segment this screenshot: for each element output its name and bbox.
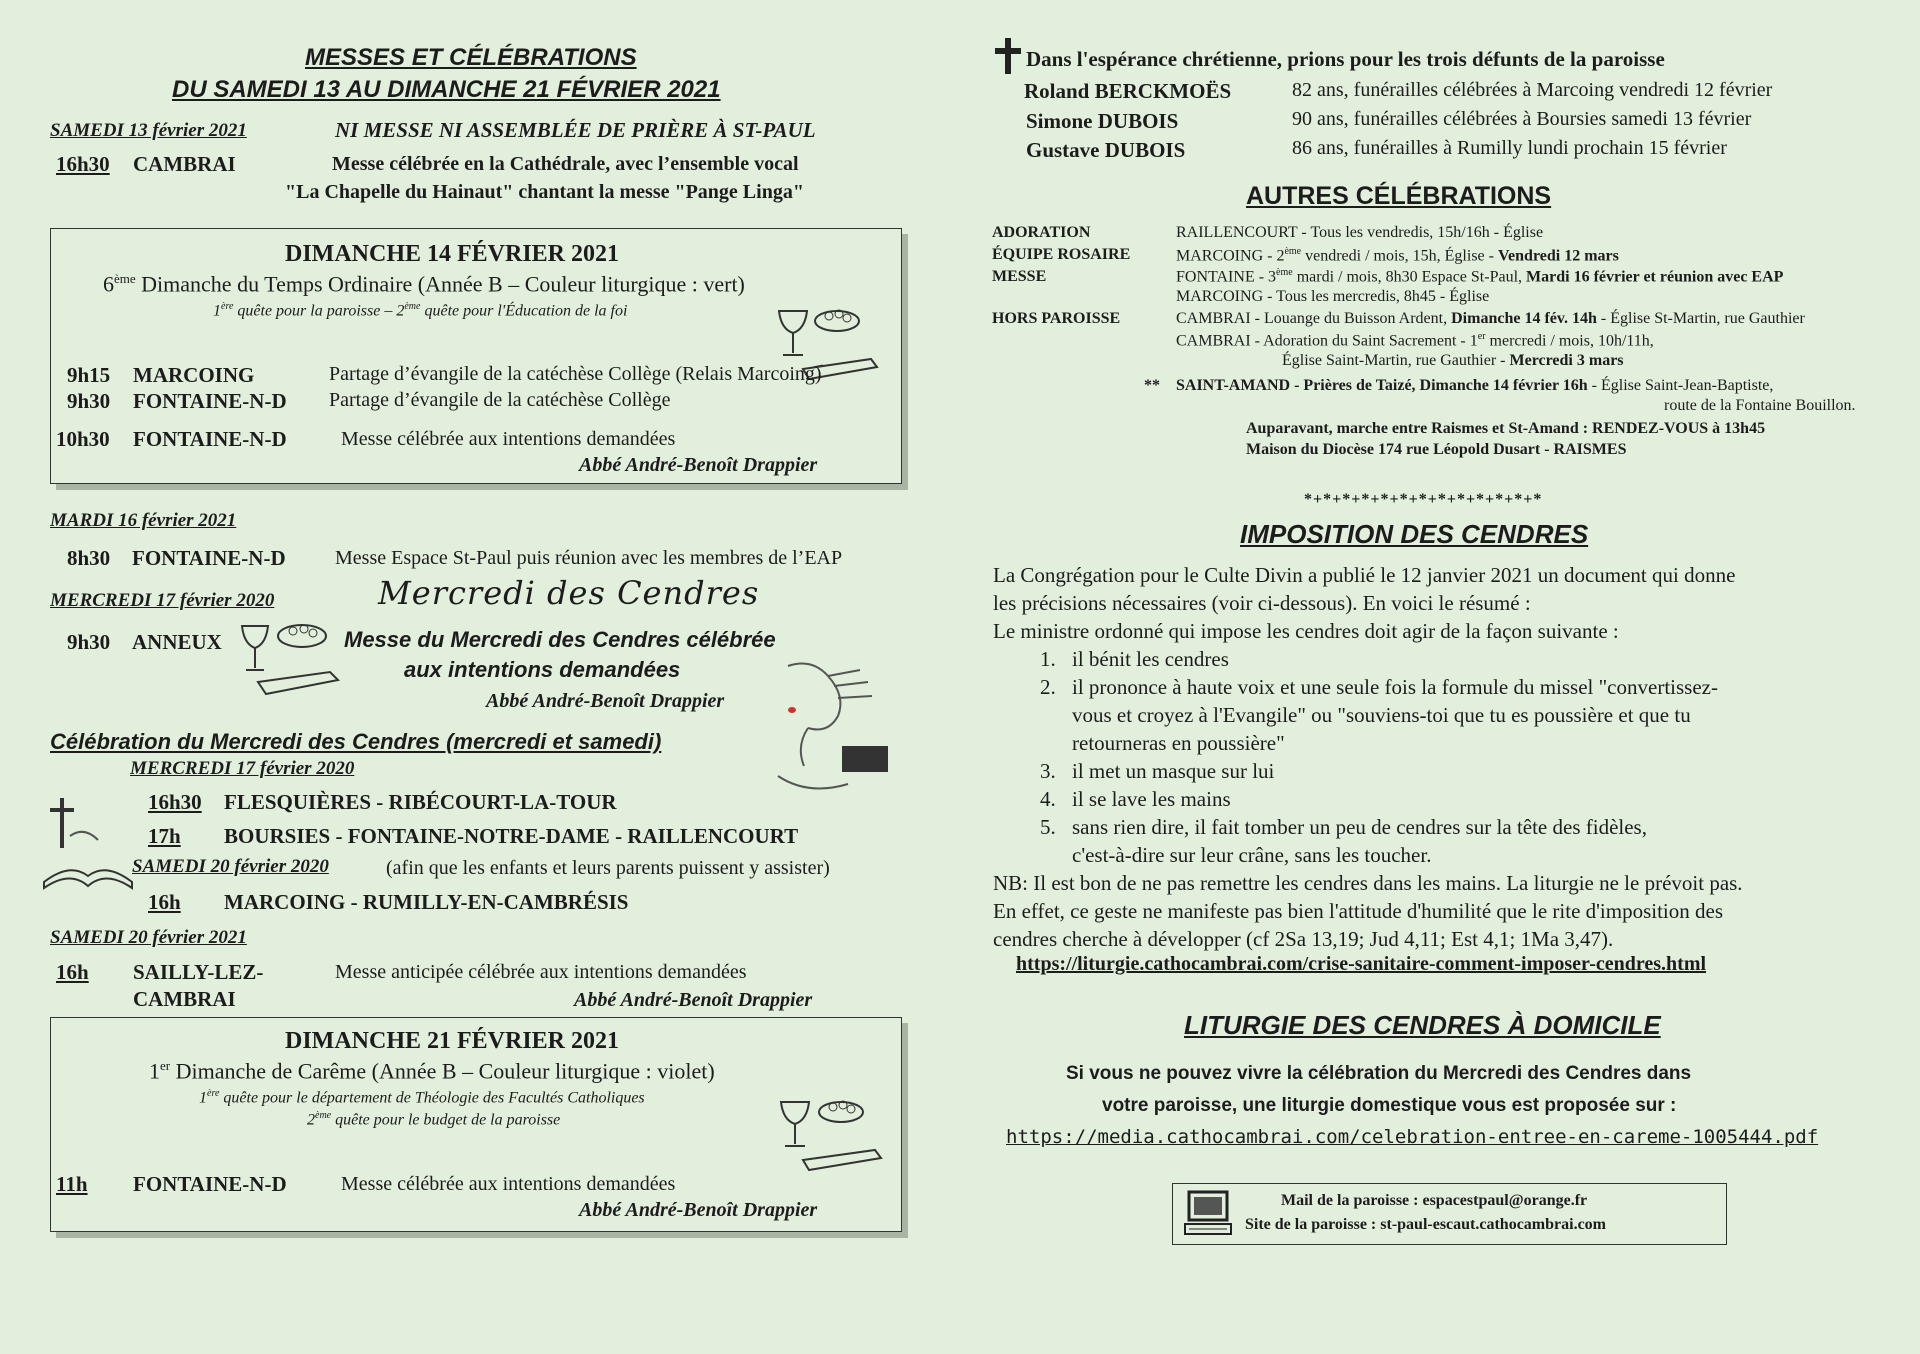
mercredi-cendres-title: Mercredi des Cendres bbox=[378, 574, 760, 612]
sun21-priest: Abbé André-Benoît Drappier bbox=[579, 1199, 818, 1221]
hors-info-2: CAMBRAI - Adoration du Saint Sacrement - 1er mercredi / mois, 10h/11h, bbox=[1176, 331, 1654, 350]
sun14-row1-desc: Partage d’évangile de la catéchèse Collège (Relais Marcoing) bbox=[329, 363, 822, 385]
title-line-2: DU SAMEDI 13 AU DIMANCHE 21 FÉVRIER 2021 bbox=[172, 76, 721, 103]
contact-mail[interactable]: Mail de la paroisse : espacestpaul@orange.fr bbox=[1281, 1192, 1588, 1209]
messe-info-2: MARCOING - Tous les mercredis, 8h45 - Église bbox=[1176, 288, 1490, 305]
domicile-link[interactable]: https://media.cathocambrai.com/celebration-entree-en-careme-1005444.pdf bbox=[1006, 1126, 1819, 1148]
label-equipe-rosaire: ÉQUIPE ROSAIRE bbox=[992, 246, 1131, 263]
sun14-row3-place: FONTAINE-N-D bbox=[133, 427, 287, 451]
hors-info-3: Église Saint-Martin, rue Gauthier - Mercredi 3 mars bbox=[1282, 352, 1624, 369]
cross-icon bbox=[992, 36, 1024, 76]
chalice-bread-icon bbox=[777, 1090, 887, 1172]
sun14-row2-place: FONTAINE-N-D bbox=[133, 389, 287, 413]
imposition-link[interactable]: https://liturgie.cathocambrai.com/crise-sanitaire-comment-imposer-cendres.html bbox=[1016, 953, 1707, 975]
sun14-row2-desc: Partage d’évangile de la catéchèse Collège bbox=[329, 389, 671, 411]
sun14-row1-place: MARCOING bbox=[133, 363, 255, 387]
sat20-desc: Messe anticipée célébrée aux intentions demandées bbox=[335, 961, 747, 983]
label-hors-paroisse: HORS PAROISSE bbox=[992, 310, 1121, 327]
deceased-heading: Dans l'espérance chrétienne, prions pour les trois défunts de la paroisse bbox=[1026, 47, 1665, 71]
sunday21-box bbox=[50, 1017, 902, 1232]
sat13-desc-2: "La Chapelle du Hainaut" chantant la messe "Pange Linga" bbox=[285, 181, 804, 203]
imposition-nb-2: En effet, ce geste ne manifeste pas bien l'attitude d'humilité que le rite d'imposition des bbox=[993, 899, 1724, 923]
celeb-time-3: 16h bbox=[148, 890, 181, 914]
imposition-nb-1: NB: Il est bon de ne pas remettre les cendres dans les mains. La liturgie ne le prévoit pas. bbox=[993, 871, 1743, 895]
title-line-1: MESSES ET CÉLÉBRATIONS bbox=[305, 44, 637, 71]
celeb-places-3: MARCOING - RUMILLY-EN-CAMBRÉSIS bbox=[224, 890, 629, 914]
sun14-title: DIMANCHE 14 FÉVRIER 2021 bbox=[285, 241, 620, 267]
deceased-name-3: Gustave DUBOIS bbox=[1026, 138, 1186, 162]
tue16-desc: Messe Espace St-Paul puis réunion avec les membres de l’EAP bbox=[335, 547, 843, 569]
sun14-quetes: 1ère quête pour la paroisse – 2ème quête pour l'Éducation de la foi bbox=[213, 301, 628, 320]
wed17-desc-2: aux intentions demandées bbox=[404, 657, 681, 682]
imposition-p1: La Congrégation pour le Culte Divin a publié le 12 janvier 2021 un document qui donne bbox=[993, 563, 1736, 587]
sat13-time: 16h30 bbox=[56, 152, 110, 176]
sun21-desc: Messe célébrée aux intentions demandées bbox=[341, 1173, 676, 1195]
sun14-subtitle: 6ème Dimanche du Temps Ordinaire (Année B – Couleur liturgique : vert) bbox=[103, 271, 745, 297]
autres-celebrations-title: AUTRES CÉLÉBRATIONS bbox=[1246, 182, 1552, 210]
tue16-time: 8h30 bbox=[67, 546, 111, 570]
imposition-item-2-cont-2: retourneras en poussière" bbox=[1072, 731, 1285, 755]
wed17-time: 9h30 bbox=[67, 630, 111, 654]
wed17-place: ANNEUX bbox=[132, 630, 222, 654]
separator: *+*+*+*+*+*+*+*+*+*+*+*+* bbox=[1304, 491, 1543, 508]
imposition-item-4: 4. il se lave les mains bbox=[1040, 787, 1231, 811]
computer-icon bbox=[1183, 1190, 1233, 1238]
deceased-info-2: 90 ans, funérailles célébrées à Boursies samedi 13 février bbox=[1292, 108, 1752, 130]
wed17-priest: Abbé André-Benoît Drappier bbox=[486, 690, 725, 712]
tue16-place: FONTAINE-N-D bbox=[132, 546, 286, 570]
sun14-row1-time: 9h15 bbox=[67, 363, 111, 387]
domicile-title: LITURGIE DES CENDRES À DOMICILE bbox=[1184, 1010, 1661, 1040]
imposition-item-3: 3. il met un masque sur lui bbox=[1040, 759, 1275, 783]
saint-amand-note-1: Auparavant, marche entre Raismes et St-Amand : RENDEZ-VOUS à 13h45 bbox=[1246, 420, 1766, 437]
imposition-item-5-cont: c'est-à-dire sur leur crâne, sans les toucher. bbox=[1072, 843, 1432, 867]
sun14-row2-time: 9h30 bbox=[67, 389, 111, 413]
messe-info-1: FONTAINE - 3ème mardi / mois, 8h30 Espace St-Paul, Mardi 16 février et réunion avec EAP bbox=[1176, 267, 1784, 286]
sun21-quete-2: 2ème quête pour le budget de la paroisse bbox=[307, 1110, 561, 1129]
label-adoration: ADORATION bbox=[992, 224, 1091, 241]
wed17-desc-1: Messe du Mercredi des Cendres célébrée bbox=[344, 627, 776, 652]
sat20-time: 16h bbox=[56, 960, 89, 984]
imposition-item-5: 5. sans rien dire, il fait tomber un peu de cendres sur la tête des fidèles, bbox=[1040, 815, 1647, 839]
celebration-title: Célébration du Mercredi des Cendres (mercredi et samedi) bbox=[50, 729, 662, 754]
saint-amand-note-2: Maison du Diocèse 174 rue Léopold Dusart - RAISMES bbox=[1246, 441, 1627, 458]
ash-imposition-illustration-icon bbox=[768, 656, 896, 806]
celeb-places-2: BOURSIES - FONTAINE-NOTRE-DAME - RAILLENCOURT bbox=[224, 824, 799, 848]
domicile-line-2: votre paroisse, une liturgie domestique vous est proposée sur : bbox=[1102, 1095, 1677, 1116]
sat13-note: NI MESSE NI ASSEMBLÉE DE PRIÈRE À ST-PAUL bbox=[335, 118, 816, 142]
saint-amand-stars: ** bbox=[1144, 377, 1160, 394]
celeb-date-2: SAMEDI 20 février 2020 bbox=[132, 856, 329, 877]
sun21-title: DIMANCHE 21 FÉVRIER 2021 bbox=[285, 1028, 620, 1054]
saint-amand-route: route de la Fontaine Bouillon. bbox=[1664, 397, 1856, 414]
sun14-row3-time: 10h30 bbox=[56, 427, 110, 451]
deceased-name-2: Simone DUBOIS bbox=[1026, 109, 1179, 133]
adoration-info: RAILLENCOURT - Tous les vendredis, 15h/16h - Église bbox=[1176, 224, 1544, 241]
imposition-title: IMPOSITION DES CENDRES bbox=[1240, 519, 1589, 549]
imposition-item-2: 2. il prononce à haute voix et une seule fois la formule du missel "convertissez- bbox=[1040, 675, 1718, 699]
celeb-time-2: 17h bbox=[148, 824, 181, 848]
sun21-place: FONTAINE-N-D bbox=[133, 1172, 287, 1196]
imposition-p3: Le ministre ordonné qui impose les cendres doit agir de la façon suivante : bbox=[993, 619, 1619, 643]
date-sat20: SAMEDI 20 février 2021 bbox=[50, 927, 247, 948]
sunday14-box bbox=[50, 228, 902, 484]
celeb-date-2-note: (afin que les enfants et leurs parents puissent y assister) bbox=[386, 857, 830, 879]
imposition-nb-3: cendres cherche à développer (cf 2Sa 13,19; Jud 4,11; Est 4,1; 1Ma 3,47). bbox=[993, 927, 1614, 951]
saint-amand-info: SAINT-AMAND - Prières de Taizé, Dimanche 14 février 16h - Église Saint-Jean-Baptiste, bbox=[1176, 377, 1774, 394]
sun21-subtitle: 1er Dimanche de Carême (Année B – Couleur liturgique : violet) bbox=[149, 1058, 715, 1084]
sun21-time: 11h bbox=[56, 1172, 88, 1196]
cross-bible-icon bbox=[40, 796, 136, 892]
rosaire-info: MARCOING - 2ème vendredi / mois, 15h, Église - Vendredi 12 mars bbox=[1176, 246, 1619, 265]
sat20-priest: Abbé André-Benoît Drappier bbox=[574, 989, 813, 1011]
domicile-line-1: Si vous ne pouvez vivre la célébration du Mercredi des Cendres dans bbox=[1066, 1063, 1692, 1084]
sat20-place-1: SAILLY-LEZ- bbox=[133, 960, 264, 984]
date-wed17: MERCREDI 17 février 2020 bbox=[50, 590, 275, 611]
imposition-item-2-cont-1: vous et croyez à l'Evangile" ou "souviens-toi que tu es poussière et que tu bbox=[1072, 703, 1691, 727]
deceased-name-1: Roland BERCKMOËS bbox=[1024, 79, 1232, 103]
label-messe: MESSE bbox=[992, 268, 1047, 285]
sat13-desc-1: Messe célébrée en la Cathédrale, avec l’ensemble vocal bbox=[332, 153, 799, 175]
sun14-row3-desc: Messe célébrée aux intentions demandées bbox=[341, 428, 676, 450]
imposition-item-1: 1. il bénit les cendres bbox=[1040, 647, 1229, 671]
chalice-bread-icon bbox=[238, 620, 350, 702]
celeb-places-1: FLESQUIÈRES - RIBÉCOURT-LA-TOUR bbox=[224, 790, 617, 814]
sat20-place-2: CAMBRAI bbox=[133, 987, 236, 1011]
sat13-place: CAMBRAI bbox=[133, 152, 236, 176]
deceased-info-1: 82 ans, funérailles célébrées à Marcoing vendredi 12 février bbox=[1292, 79, 1773, 101]
hors-info-1: CAMBRAI - Louange du Buisson Ardent, Dimanche 14 fév. 14h - Église St-Martin, rue Gauthier bbox=[1176, 310, 1805, 327]
contact-site[interactable]: Site de la paroisse : st-paul-escaut.cathocambrai.com bbox=[1245, 1216, 1606, 1233]
deceased-info-3: 86 ans, funérailles à Rumilly lundi prochain 15 février bbox=[1292, 137, 1727, 159]
celeb-time-1: 16h30 bbox=[148, 790, 202, 814]
contact-box bbox=[1172, 1183, 1727, 1245]
sun21-quete-1: 1ère quête pour le département de Théologie des Facultés Catholiques bbox=[199, 1088, 645, 1107]
date-sat13: SAMEDI 13 février 2021 bbox=[50, 120, 247, 141]
sun14-priest: Abbé André-Benoît Drappier bbox=[579, 454, 818, 476]
celeb-date-1: MERCREDI 17 février 2020 bbox=[130, 758, 355, 779]
imposition-p2: les précisions nécessaires (voir ci-dessous). En voici le résumé : bbox=[993, 591, 1531, 615]
date-tue16: MARDI 16 février 2021 bbox=[50, 510, 237, 531]
